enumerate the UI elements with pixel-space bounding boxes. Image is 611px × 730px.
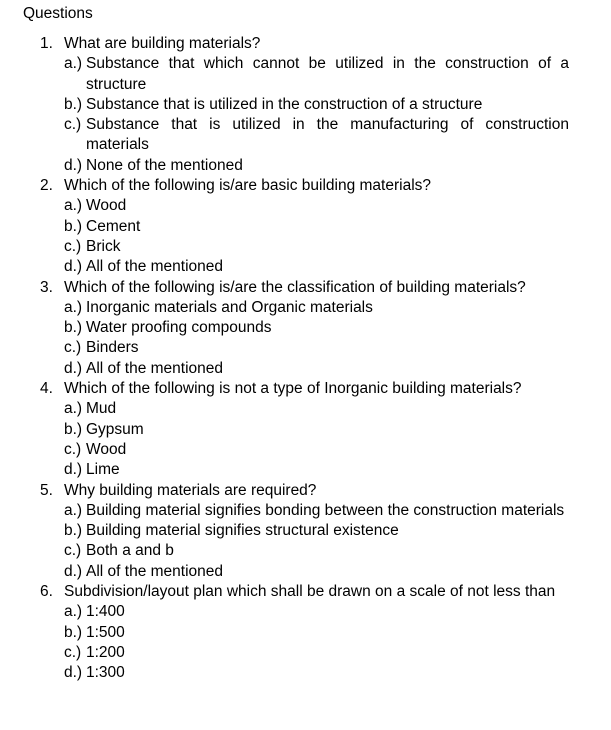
- option-item: [0, 643, 611, 663]
- option-label: c.): [64, 643, 82, 661]
- option-text: Wood: [86, 440, 127, 458]
- option-text: All of the mentioned: [86, 562, 224, 580]
- question-item: [0, 379, 611, 480]
- option-text: None of the mentioned: [86, 156, 243, 174]
- option-label: b.): [64, 623, 83, 641]
- question-text: Which of the following is/are basic building materials?: [64, 177, 432, 195]
- option-item: [0, 663, 611, 683]
- option-text: Substance that which cannot be utilized in the construction of a structure: [86, 55, 569, 93]
- option-label: d.): [64, 156, 83, 174]
- question-item: [0, 582, 611, 683]
- question-item: [0, 176, 611, 277]
- option-item: [0, 399, 611, 419]
- option-item: [0, 237, 611, 257]
- option-item: [0, 338, 611, 358]
- option-item: [0, 359, 611, 379]
- option-text: Lime: [86, 461, 120, 479]
- option-item: [0, 257, 611, 277]
- option-label: d.): [64, 664, 83, 682]
- option-text: Mud: [86, 400, 117, 418]
- option-text: Cement: [86, 217, 141, 235]
- option-text: 1:400: [86, 603, 125, 621]
- question-number: 4.: [40, 380, 53, 398]
- question-text: What are building materials?: [64, 35, 261, 52]
- option-text: Brick: [86, 237, 121, 255]
- option-label: a.): [64, 603, 83, 621]
- option-item: [0, 318, 611, 338]
- option-text: Binders: [86, 339, 139, 357]
- question-number: 3.: [40, 278, 53, 296]
- option-label: d.): [64, 258, 83, 276]
- option-label: a.): [64, 197, 83, 215]
- option-text: Substance that is utilized in the construction of a structure: [86, 95, 483, 113]
- option-item: [0, 521, 611, 541]
- option-label: c.): [64, 116, 82, 134]
- question-text: Subdivision/layout plan which shall be drawn on a scale of not less than: [64, 583, 556, 601]
- option-item: [0, 196, 611, 216]
- option-item: [0, 460, 611, 480]
- option-item: [0, 420, 611, 440]
- option-item: [0, 501, 611, 521]
- question-item: [0, 34, 611, 176]
- option-item: [0, 217, 611, 237]
- option-label: a.): [64, 298, 83, 316]
- page-heading: Questions: [23, 5, 93, 22]
- option-label: d.): [64, 562, 83, 580]
- option-label: a.): [64, 501, 83, 519]
- question-number: 6.: [40, 583, 53, 601]
- option-label: b.): [64, 319, 83, 337]
- option-item: [0, 541, 611, 561]
- question-text: Which of the following is not a type of Inorganic building materials?: [64, 380, 522, 398]
- option-label: d.): [64, 461, 83, 479]
- option-text: Inorganic materials and Organic materials: [86, 298, 373, 316]
- question-number: 5.: [40, 481, 53, 499]
- option-label: c.): [64, 339, 82, 357]
- option-text: 1:500: [86, 623, 125, 641]
- option-text: Gypsum: [86, 420, 144, 438]
- question-item: [0, 278, 611, 379]
- option-label: c.): [64, 440, 82, 458]
- question-list: [0, 34, 611, 684]
- option-item: [0, 115, 611, 156]
- option-text: Substance that is utilized in the manufacturing of construction materials: [86, 116, 569, 154]
- option-item: [0, 562, 611, 582]
- option-text: Wood: [86, 197, 127, 215]
- option-text: Building material signifies structural existence: [86, 522, 399, 540]
- option-text: Water proofing compounds: [86, 319, 272, 337]
- option-item: [0, 95, 611, 115]
- option-text: Both a and b: [86, 542, 174, 560]
- option-text: 1:300: [86, 664, 125, 682]
- option-text: All of the mentioned: [86, 359, 224, 377]
- option-label: b.): [64, 217, 83, 235]
- question-text: Which of the following is/are the classification of building materials?: [64, 278, 526, 296]
- option-item: [0, 623, 611, 643]
- option-item: [0, 156, 611, 176]
- option-label: b.): [64, 522, 83, 540]
- option-item: [0, 298, 611, 318]
- question-number: 2.: [40, 177, 53, 195]
- option-text: 1:200: [86, 643, 125, 661]
- option-item: [0, 602, 611, 622]
- option-item: [0, 440, 611, 460]
- question-number: 1.: [40, 35, 53, 52]
- option-label: a.): [64, 55, 83, 73]
- option-text: Building material signifies bonding between the construction materials: [86, 501, 565, 519]
- option-text: All of the mentioned: [86, 258, 224, 276]
- option-label: c.): [64, 542, 82, 560]
- question-item: [0, 481, 611, 582]
- question-text: Why building materials are required?: [64, 481, 317, 499]
- option-label: b.): [64, 420, 83, 438]
- option-item: [0, 54, 611, 95]
- option-label: c.): [64, 237, 82, 255]
- option-label: d.): [64, 359, 83, 377]
- option-label: b.): [64, 95, 83, 113]
- option-label: a.): [64, 400, 83, 418]
